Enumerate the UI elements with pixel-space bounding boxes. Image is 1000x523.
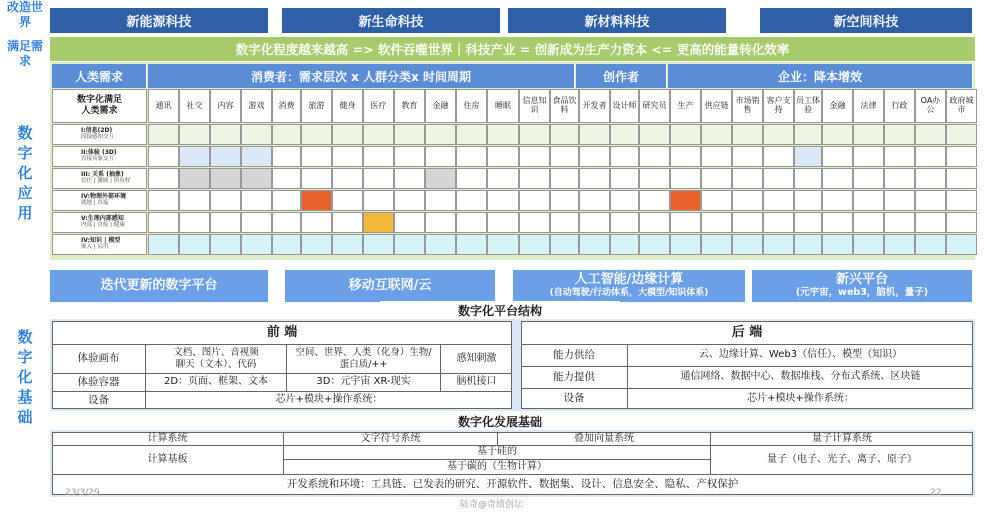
fnd-quantum: 量子（电子、光子、离子、原子） [767,453,917,465]
matrix-column-header: 消费 [272,89,301,123]
matrix-cell [853,168,884,189]
be-supply-label: 能力供给 [553,348,595,361]
matrix-cell [946,146,977,167]
matrix-cell [332,124,363,145]
matrix-column-header: 市场销售 [732,89,763,123]
matrix-cell [610,212,639,233]
matrix-row-label [52,234,147,255]
matrix-cell [363,124,394,145]
matrix-cell [456,146,487,167]
matrix-corner-header: 数字化满足 人类需求 [52,89,147,123]
be-device-label: 设备 [563,392,585,405]
matrix-cell [732,168,763,189]
matrix-cell [670,168,701,189]
matrix-row-title: IV:知识 | 模型 [81,237,121,245]
matrix-cell [639,212,670,233]
fe-container-bci: 脑机接口 [456,376,497,387]
matrix-cell [148,234,179,255]
matrix-column-header: 游戏 [241,89,272,123]
matrix-cell [639,124,670,145]
matrix-cell [301,168,332,189]
matrix-row-label [52,124,147,145]
fe-container-3d: 3D：元宇宙 XR-现实 [316,376,411,387]
matrix-cell [487,212,519,233]
matrix-cell [670,190,701,211]
fnd-carbon: 基于碳的（生物计算） [447,461,547,472]
backend-title: 后 端 [731,325,763,341]
matrix-cell [179,190,210,211]
matrix-cell [550,168,579,189]
matrix-cell [301,146,332,167]
matrix-column-header: 设计师 [610,89,639,123]
matrix-cell [639,168,670,189]
matrix-cell [701,212,732,233]
matrix-cell [822,168,853,189]
matrix-row-title: III: 关系 (抽象) [81,171,124,179]
matrix-cell [732,124,763,145]
matrix-cell [670,146,701,167]
matrix-cell [210,146,241,167]
pillar-ai-edge: 人工智能/边缘计算 (自动驾驶/行动体系，大模型/知识体系) [513,270,745,302]
matrix-cell [579,168,610,189]
matrix-column-header: 教育 [394,89,425,123]
footer-credit: 陆奇@奇绩创坛 [460,500,524,510]
fnd-header-quantum: 量子计算系统 [812,432,872,444]
side-label-satisfy: 满足需求 [6,39,43,68]
matrix-cell [732,190,763,211]
matrix-column-header: 客户支持 [763,89,794,123]
matrix-cell [210,212,241,233]
matrix-cell [272,146,301,167]
pillar-mobile-cloud: 移动互联网/云 [285,270,495,302]
matrix-cell [610,234,639,255]
matrix-cell [425,234,456,255]
matrix-cell [179,146,210,167]
matrix-cell [148,168,179,189]
matrix-column-header: 研究员 [639,89,670,123]
matrix-column-header: 通讯 [148,89,179,123]
matrix-cell [884,190,915,211]
matrix-cell [639,190,670,211]
matrix-cell [670,234,701,255]
fe-canvas-3d: 空间、世界、人类（化身）生物/ 蛋白质/++ [295,347,432,370]
matrix-cell [550,190,579,211]
footer-date: 23/3/29 [65,488,100,498]
matrix-cell [670,124,701,145]
matrix-cell [701,168,732,189]
matrix-cell [946,212,977,233]
matrix-row-title: II:体验 (3D) [81,149,117,157]
matrix-cell [732,212,763,233]
matrix-cell [394,234,425,255]
matrix-cell [579,190,610,211]
matrix-cell [363,234,394,255]
matrix-cell [915,124,946,145]
group-consumer: 消费者：需求层次 x 人群分类x 时间周期 [148,64,575,88]
matrix-cell [425,212,456,233]
matrix-cell [794,190,822,211]
matrix-cell [822,234,853,255]
be-provide-label: 能力提供 [553,370,595,383]
matrix-cell [487,190,519,211]
matrix-cell [272,124,301,145]
fe-container-2d: 2D：页面、框架、文本 [163,376,269,387]
matrix-cell [915,234,946,255]
matrix-cell [179,234,210,255]
matrix-cell [946,190,977,211]
matrix-cell [853,234,884,255]
matrix-cell [148,124,179,145]
fe-device-label: 设备 [88,393,109,406]
matrix-row-label [52,212,147,233]
matrix-cell [701,124,732,145]
matrix-cell [822,212,853,233]
matrix-cell [732,234,763,255]
matrix-cell [332,234,363,255]
tech-new-space: 新空间科技 [760,8,972,33]
matrix-row-label [52,190,147,211]
matrix-cell [241,212,272,233]
matrix-cell [148,190,179,211]
matrix-cell [456,234,487,255]
matrix-row-sub: 就地 | 直接 [81,199,109,206]
fnd-header-vector: 叠加向量系统 [574,432,634,444]
matrix-cell [487,124,519,145]
matrix-cell [853,212,884,233]
matrix-cell [822,190,853,211]
frontend-title: 前 端 [266,325,298,341]
matrix-cell [579,146,610,167]
matrix-cell [272,234,301,255]
matrix-cell [794,124,822,145]
side-label-transform: 改造世界 [6,0,43,29]
matrix-column-header: 生产 [670,89,701,123]
fnd-header-symbol: 文字符号系统 [360,432,421,444]
footer-page: 22 [930,488,942,498]
tech-new-energy: 新能源科技 [50,8,268,33]
matrix-cell [241,190,272,211]
tech-new-material: 新材料科技 [508,8,726,33]
matrix-cell [301,234,332,255]
matrix-cell [519,190,550,211]
be-device-value: 芯片+模块+操作系统： [747,392,854,404]
matrix-cell [332,146,363,167]
matrix-cell [456,124,487,145]
fnd-dev-env: 开发系统和环境：工具链、已发表的研究、开源软件、数据集、设计、信息安全、隐私、产权保护 [286,478,739,491]
side-label-application: 数 字 化 应 用 [17,124,33,222]
matrix-cell [579,234,610,255]
matrix-cell [301,190,332,211]
matrix-cell [946,168,977,189]
pillar-emerging: 新兴平台 (元宇宙，web3，脑机，量子) [752,270,972,302]
matrix-cell [794,212,822,233]
matrix-cell [519,168,550,189]
matrix-cell [884,146,915,167]
matrix-cell [363,146,394,167]
matrix-cell [946,124,977,145]
matrix-cell [425,190,456,211]
matrix-column-header: 行政 [884,89,915,123]
matrix-cell [915,146,946,167]
pillar-digital-platform: 迭代更新的数字平台 [50,270,268,302]
matrix-row-title: IV:物理外部环境 [81,193,127,201]
matrix-cell [579,212,610,233]
fe-device-value: 芯片+模块+操作系统： [275,394,383,405]
matrix-row-sub: 信任 | 激励 | 所有权 [81,177,131,184]
fe-container-label: 体验容器 [77,375,120,388]
matrix-cell [456,168,487,189]
matrix-row-title: I:信息(2D) [81,127,113,135]
matrix-cell [610,190,639,211]
matrix-cell [210,234,241,255]
matrix-cell [301,124,332,145]
matrix-cell [579,124,610,145]
matrix-cell [946,234,977,255]
matrix-cell [550,234,579,255]
matrix-cell [915,212,946,233]
matrix-cell [610,168,639,189]
tech-new-life: 新生命科技 [282,8,500,33]
matrix-column-header: 金融 [822,89,853,123]
fnd-silicon: 基于硅的 [477,446,517,457]
matrix-cell [272,168,301,189]
matrix-cell [794,168,822,189]
matrix-cell [394,190,425,211]
matrix-column-header: 食品饮料 [550,89,579,123]
matrix-cell [915,168,946,189]
matrix-cell [519,146,550,167]
matrix-column-header: 旅游 [301,89,332,123]
matrix-cell [763,190,794,211]
matrix-column-header: 员工体验 [794,89,822,123]
matrix-cell [884,124,915,145]
matrix-cell [487,234,519,255]
matrix-cell [550,212,579,233]
matrix-cell [732,146,763,167]
matrix-cell [884,234,915,255]
matrix-column-header: 供应链 [701,89,732,123]
matrix-column-header: 法律 [853,89,884,123]
matrix-cell [210,124,241,145]
matrix-cell [794,234,822,255]
matrix-cell [550,146,579,167]
matrix-cell [148,146,179,167]
matrix-column-header: 金融 [425,89,456,123]
matrix-cell [610,146,639,167]
group-human-needs: 人类需求 [52,64,147,88]
matrix-column-header: 住房 [456,89,487,123]
matrix-row-sub: 直接具象交互 [81,155,115,162]
fnd-compute-base: 计算基板 [147,453,188,465]
matrix-cell [363,190,394,211]
matrix-row-sub: 间接感知交互 [81,133,115,140]
matrix-cell [148,212,179,233]
matrix-cell [210,168,241,189]
matrix-column-header: 开发者 [579,89,610,123]
matrix-cell [332,168,363,189]
matrix-cell [670,212,701,233]
matrix-cell [519,212,550,233]
group-enterprise: 企业：降本增效 [668,64,973,88]
matrix-cell [519,234,550,255]
platform-title: 数字化平台结构 [380,301,620,319]
be-supply-value: 云、边缘计算、Web3（信任）、模型（知识） [698,349,903,360]
matrix-cell [241,234,272,255]
matrix-cell [394,168,425,189]
matrix-cell [332,190,363,211]
matrix-cell [763,234,794,255]
matrix-column-header: 内容 [210,89,241,123]
matrix-row-title: V:生理内部感知 [81,215,124,223]
group-creator: 创作者 [576,64,667,88]
matrix-row-sub: 内部 | 直接 | 健康 [81,221,125,228]
matrix-cell [763,168,794,189]
matrix-cell [853,124,884,145]
side-label-foundation: 数 字 化 基 础 [17,328,33,426]
fe-canvas-label: 体验画布 [77,352,120,365]
matrix-row-label [52,168,147,189]
matrix-column-header: 信息知识 [519,89,550,123]
matrix-cell [272,212,301,233]
matrix-cell [763,124,794,145]
fe-canvas-perception: 感知刺激 [456,352,497,364]
matrix-cell [915,190,946,211]
matrix-column-header: OA办公 [915,89,946,123]
matrix-cell [179,168,210,189]
matrix-column-header: 社交 [179,89,210,123]
matrix-column-header: 睡眠 [487,89,519,123]
matrix-cell [425,146,456,167]
matrix-cell [701,190,732,211]
matrix-column-header: 医疗 [363,89,394,123]
matrix-cell [241,124,272,145]
matrix-cell [853,146,884,167]
matrix-cell [425,168,456,189]
matrix-cell [794,146,822,167]
matrix-cell [301,212,332,233]
matrix-cell [394,146,425,167]
matrix-cell [701,146,732,167]
matrix-cell [487,168,519,189]
matrix-cell [639,234,670,255]
matrix-cell [519,124,550,145]
digitalization-banner: 数字化程度越来越高 => 软件吞噬世界｜科技产业 = 创新成为生产力资本 <= 更高的能量转化效率 [50,37,975,61]
matrix-cell [487,146,519,167]
matrix-cell [241,146,272,167]
matrix-cell [822,124,853,145]
matrix-cell [272,190,301,211]
matrix-column-header: 政府城市 [946,89,977,123]
matrix-column-header: 健身 [332,89,363,123]
matrix-cell [456,212,487,233]
matrix-cell [394,124,425,145]
matrix-cell [550,124,579,145]
matrix-cell [884,212,915,233]
matrix-cell [884,168,915,189]
matrix-row-label [52,146,147,167]
matrix-cell [610,124,639,145]
matrix-cell [394,212,425,233]
matrix-cell [701,234,732,255]
matrix-cell [763,212,794,233]
be-provide-value: 通信网络、数据中心、数据堆栈、分布式系统、区块链 [680,371,921,382]
matrix-cell [853,190,884,211]
fe-canvas-2d: 文档、图片、音视频 聊天（文本）、代码 [173,347,259,370]
matrix-cell [763,146,794,167]
foundation-title: 数字化发展基础 [380,412,620,430]
matrix-cell [363,168,394,189]
fnd-header-compute: 计算系统 [147,432,188,444]
matrix-cell [332,212,363,233]
matrix-cell [425,124,456,145]
matrix-cell [822,146,853,167]
matrix-cell [241,168,272,189]
matrix-cell [179,124,210,145]
matrix-row-sub: 嵌入 | 启用 [81,243,109,250]
matrix-cell [363,212,394,233]
matrix-cell [179,212,210,233]
matrix-cell [210,190,241,211]
matrix-cell [456,190,487,211]
matrix-cell [639,146,670,167]
